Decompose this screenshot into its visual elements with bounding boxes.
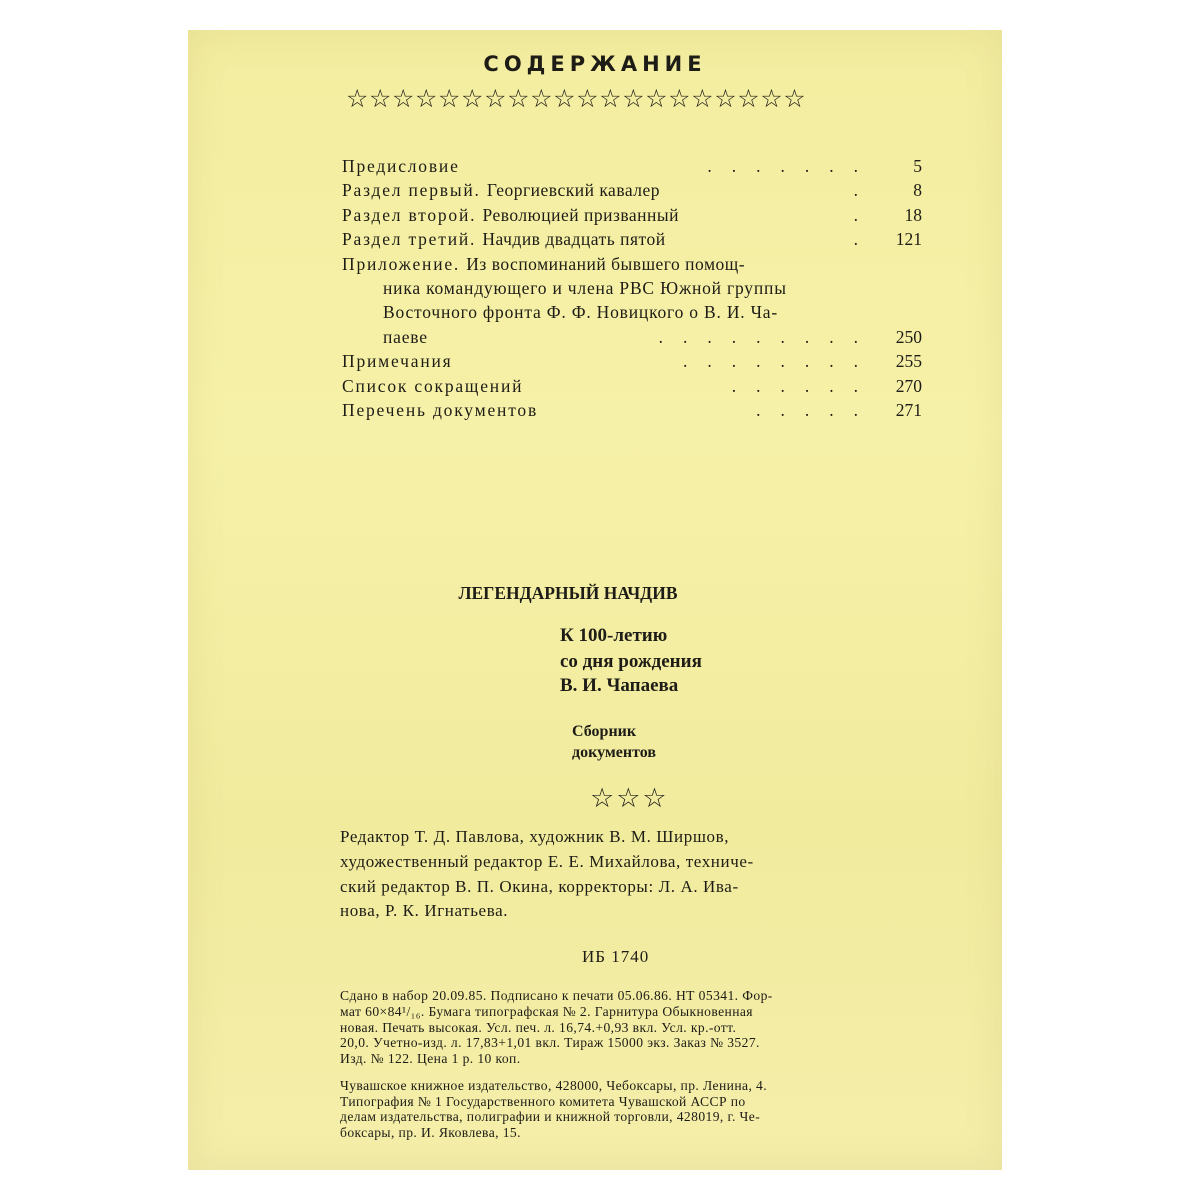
- publisher-line: делам издательства, полиграфии и книжной торговли, 428019, г. Че-: [340, 1109, 761, 1125]
- toc-entry-title: ника командующего и члена РВС Южной группы: [383, 277, 787, 298]
- toc-entry-page: 270: [895, 375, 922, 396]
- leader-dots: .........: [658, 326, 878, 347]
- imprint-line: 20,0. Учетно-изд. л. 17,83+1,01 вкл. Тираж 15000 экз. Заказ № 3527.: [340, 1035, 760, 1051]
- printing-imprint: [340, 988, 930, 1067]
- toc-entry-label: Список сокращений: [342, 375, 524, 396]
- toc-entry-continuation: [342, 300, 922, 324]
- book-title: ЛЕГЕНДАРНЫЙ НАЧДИВ: [458, 583, 678, 603]
- credits-line: художественный редактор Е. Е. Михайлова, техниче-: [340, 851, 754, 871]
- credits-line: нова, Р. К. Игнатьева.: [340, 901, 509, 921]
- toc-entry-label: Раздел первый.: [342, 180, 481, 201]
- imprint-line: Изд. № 122. Цена 1 р. 10 коп.: [340, 1051, 521, 1067]
- toc-entry-title: Георгиевский кавалер: [486, 180, 661, 201]
- toc-entry-page: 255: [895, 351, 922, 372]
- collection-label-line: Сборник: [572, 723, 637, 740]
- stars-divider-icon: ☆☆☆: [590, 783, 669, 813]
- publisher-line: Чувашское книжное издательство, 428000, Чебоксары, пр. Ленина, 4.: [340, 1078, 768, 1093]
- leader-dots: .....: [756, 399, 878, 420]
- toc-entry-title: Восточного фронта Ф. Ф. Новицкого о В. И. Ча-: [383, 302, 778, 323]
- book-subtitle-line: со дня рождения: [560, 651, 702, 672]
- toc-entry-continuation: [342, 325, 922, 349]
- stars-ornament-icon: ☆☆☆☆☆☆☆☆☆☆☆☆☆☆☆☆☆☆☆☆: [346, 86, 807, 113]
- publisher-line: боксары, пр. И. Яковлева, 15.: [340, 1124, 521, 1140]
- leader-dots: .: [853, 204, 878, 225]
- leader-dots: .: [853, 180, 878, 201]
- toc-title: СОДЕРЖАНИЕ: [483, 52, 707, 76]
- imprint-line: мат 60×84¹/₁₆. Бумага типографская № 2. Гарнитура Обыкновенная: [340, 1003, 753, 1019]
- toc-entry-label: Приложение.: [342, 253, 461, 274]
- credits-line: Редактор Т. Д. Павлова, художник В. М. Ширшов,: [340, 827, 730, 846]
- toc-entry-page: 121: [895, 229, 922, 250]
- toc-entry: [342, 349, 922, 373]
- toc-entry-label: Предисловие: [342, 156, 460, 176]
- leader-dots: .......: [707, 156, 878, 176]
- book-subtitle-line: В. И. Чапаева: [560, 675, 679, 696]
- leader-dots: ........: [683, 351, 878, 372]
- imprint-line: новая. Печать высокая. Усл. печ. л. 16,74.+0,93 вкл. Усл. кр.-отт.: [340, 1019, 737, 1035]
- toc-entry-page: 250: [895, 326, 922, 347]
- toc-entry: [342, 227, 922, 251]
- toc-entry: [342, 154, 922, 178]
- collection-label-line: документов: [572, 744, 656, 761]
- toc-entry: [342, 252, 922, 276]
- toc-entry: [342, 398, 922, 422]
- editorial-credits: [340, 825, 925, 924]
- table-of-contents: [342, 154, 922, 422]
- book-subtitle-line: К 100-летию: [560, 625, 668, 646]
- toc-entry: [342, 178, 922, 202]
- ib-number: ИБ 1740: [582, 947, 650, 966]
- toc-entry-page: 8: [913, 180, 922, 201]
- toc-entry-page: 5: [913, 156, 922, 176]
- credits-line: ский редактор В. П. Окина, корректоры: Л. А. Ива-: [340, 876, 739, 896]
- toc-entry-page: 18: [904, 204, 922, 225]
- toc-entry-title: Революцией призванный: [482, 204, 680, 225]
- toc-entry-title: Из воспоминаний бывшего помощ-: [466, 253, 746, 274]
- toc-entry-label: Примечания: [342, 351, 453, 372]
- publisher-info: [340, 1078, 930, 1140]
- toc-entry-label: Раздел второй.: [342, 204, 477, 225]
- toc-entry-label: Перечень документов: [342, 399, 539, 420]
- toc-entry-title: Начдив двадцать пятой: [482, 229, 666, 250]
- toc-entry: [342, 374, 922, 398]
- leader-dots: .: [853, 229, 878, 250]
- toc-entry: [342, 203, 922, 227]
- toc-entry-continuation: [342, 276, 922, 300]
- leader-dots: ......: [731, 375, 878, 396]
- publisher-line: Типография № 1 Государственного комитета Чувашской АССР по: [340, 1093, 746, 1109]
- imprint-line: Сдано в набор 20.09.85. Подписано к печати 05.06.86. НТ 05341. Фор-: [340, 988, 773, 1003]
- toc-entry-page: 271: [895, 399, 922, 420]
- toc-entry-label: Раздел третий.: [342, 229, 477, 250]
- toc-entry-title: паеве: [383, 326, 428, 347]
